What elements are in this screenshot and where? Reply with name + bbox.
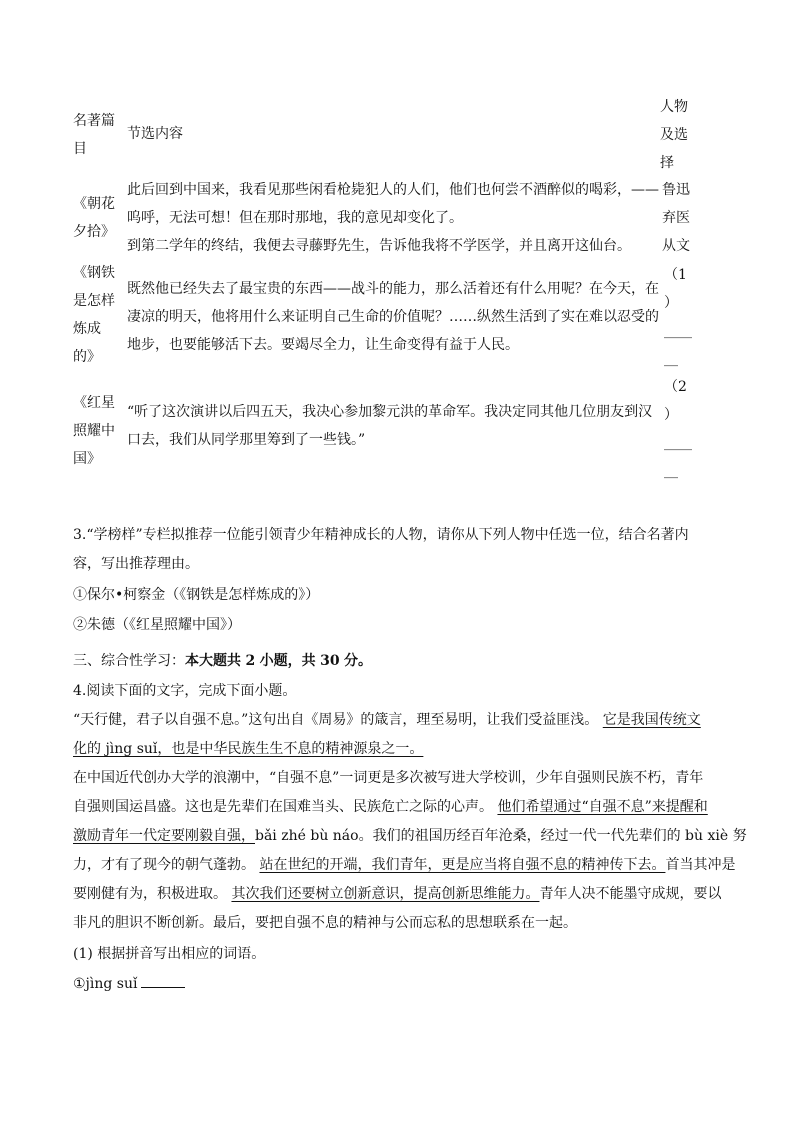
passage-line: 化的 jìng suǐ，也是中华民族生生不息的精神源泉之一。 [73, 741, 424, 757]
passage-line: “天行健，君子以自强不息。”这句出自《周易》的箴言，理至易明，让我们受益匪浅。 它是我国传统文 [73, 712, 701, 728]
passage-line: 非凡的胆识不断创新。最后，要把自强不息的精神与公而忘私的思想联系在一起。 [73, 915, 577, 931]
table-row-2-content: 既然他已经失去了最宝贵的东西——战斗的能力，那么活着还有什么用呢？在今天，在 凄凉的明天，他将用什么来证明自己生命的价值呢？……纵然生活到了实在难以忍受的 地步，也要能够活下去。要竭尽全力，让生命变得有益于人民。 [127, 281, 659, 353]
table-row-2-figure: （1 ） ____ __ [664, 267, 692, 367]
table-header-figure: 人物 及选 择 [660, 99, 688, 171]
table-row-2-work: 《钢铁 是怎样 炼成 的》 [73, 265, 115, 365]
question-3-option-2: ②朱德（《红星照耀中国》） [73, 617, 241, 633]
question-4 [73, 677, 747, 999]
passage-line: 力，才有了现今的朝气蓬勃。 站在世纪的开端，我们青年，更是应当将自强不息的精神传下去。首当其冲是 [73, 857, 736, 873]
table-row-3-work: 《红星 照耀中 国》 [73, 395, 115, 467]
passage-line: 激励青年一代定要刚毅自强，bǎi zhé bù náo。我们的祖国历经百年沧桑，经过一代一代先辈们的 bù xiè 努 [73, 828, 747, 844]
table-row-1-figure: 鲁迅 弃医 从文 [662, 182, 690, 254]
table-row-1-content: 此后回到中国来，我看见那些闲看枪毙犯人的人们，他们也何尝不酒醉似的喝彩，—— 呜呼，无法可想！但在那时那地，我的意见却变化了。 到第二学年的终结，我便去寻藤野先生，告诉他我将不学医学，并且离开这仙台。 [127, 182, 659, 254]
question-3-option-1: ①保尔•柯察金（《钢铁是怎样炼成的》） [73, 587, 320, 603]
table-header-content: 节选内容 [127, 126, 183, 142]
sub-question-1: (1) 根据拼音写出相应的词语。 [73, 946, 266, 962]
question-3: 3.“学榜样”专栏拟推荐一位能引领青少年精神成长的人物，请你从下列人物中任选一位，结合名著内 容，写出推荐理由。 ①保尔•柯察金（《钢铁是怎样炼成的》） ②朱德（《红星照耀中国》） [73, 521, 728, 640]
question-4-intro: 4.阅读下面的文字，完成下面小题。 [73, 683, 297, 699]
answer-blank[interactable] [141, 975, 185, 988]
passage-line: 要刚健有为，积极进取。 其次我们还要树立创新意识，提高创新思维能力。青年人决不能墨守成规，要以 [73, 886, 722, 902]
passage-line: 在中国近代创办大学的浪潮中，“自强不息”一词更是多次被写进大学校训，少年自强则民族不朽，青年 [73, 770, 704, 786]
sub-question-1-item: ①jìng suǐ [73, 970, 728, 999]
section-3-heading: 三、综合性学习：本大题共 2 小题，共 30 分。 [73, 653, 373, 669]
passage-line: 自强则国运昌盛。这也是先辈们在国难当头、民族危亡之际的心声。 他们希望通过“自强不息”来提醒和 [73, 799, 708, 815]
table-row-1-work: 《朝花 夕拾》 [73, 196, 115, 240]
table-header-work: 名著篇 目 [73, 113, 115, 157]
table-row-3-content: “听了这次演讲以后四五天，我决心参加黎元洪的革命军。我决定同其他几位朋友到汉 口去，我们从同学那里筹到了一些钱。” [127, 404, 653, 448]
table-row-3-figure: （2 ） ____ __ [664, 379, 692, 479]
